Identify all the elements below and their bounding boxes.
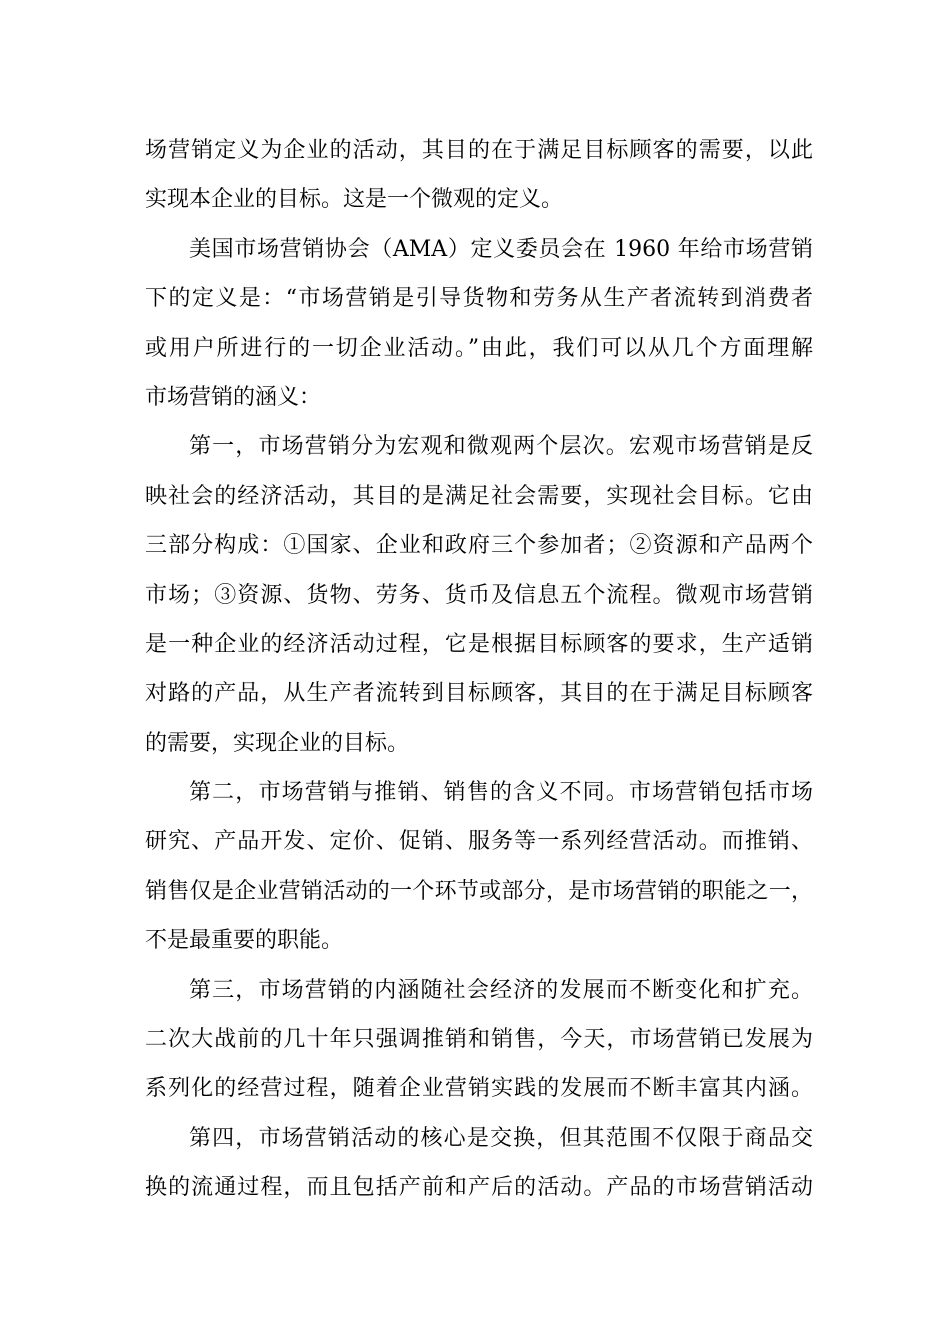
text-line: 对路的产品，从生产者流转到目标顾客，其目的在于满足目标顾客 <box>145 681 813 707</box>
text-line: 或用户所进行的一切企业活动。”由此，我们可以从几个方面理解 <box>145 335 813 361</box>
text-line: 实现本企业的目标。这是一个微观的定义。 <box>145 187 564 213</box>
text-line: 市场营销的涵义： <box>145 384 322 410</box>
text-line: 不是最重要的职能。 <box>145 928 344 954</box>
paragraph-first-line: 第三，市场营销的内涵随社会经济的发展而不断变化和扩充。 <box>189 977 813 1003</box>
text-line: 的需要，实现企业的目标。 <box>145 730 410 756</box>
text-line: 二次大战前的几十年只强调推销和销售，今天，市场营销已发展为 <box>145 1027 813 1053</box>
paragraph-first-line: 第一，市场营销分为宏观和微观两个层次。宏观市场营销是反 <box>189 434 813 460</box>
text-line: 下的定义是：“市场营销是引导货物和劳务从生产者流转到消费者 <box>145 286 813 312</box>
text-line: 系列化的经营过程，随着企业营销实践的发展而不断丰富其内涵。 <box>145 1076 813 1102</box>
text-line: 映社会的经济活动，其目的是满足社会需要，实现社会目标。它由 <box>145 483 813 509</box>
paragraph-first-line: 第四，市场营销活动的核心是交换，但其范围不仅限于商品交 <box>189 1125 813 1151</box>
paragraph-first-line: 美国市场营销协会（AMA）定义委员会在 1960 年给市场营销 <box>189 236 813 262</box>
text-line: 三部分构成：①国家、企业和政府三个参加者；②资源和产品两个 <box>145 533 813 559</box>
paragraph-first-line: 第二，市场营销与推销、销售的含义不同。市场营销包括市场 <box>189 780 813 806</box>
text-line: 研究、产品开发、定价、促销、服务等一系列经营活动。而推销、 <box>145 829 813 855</box>
text-line: 市场；③资源、货物、劳务、货币及信息五个流程。微观市场营销 <box>145 582 813 608</box>
text-line: 换的流通过程，而且包括产前和产后的活动。产品的市场营销活动 <box>145 1175 813 1201</box>
document-body <box>145 126 813 1213</box>
text-line: 销售仅是企业营销活动的一个环节或部分，是市场营销的职能之一， <box>145 878 813 904</box>
text-line: 是一种企业的经济活动过程，它是根据目标顾客的要求，生产适销 <box>145 631 813 657</box>
text-line: 场营销定义为企业的活动，其目的在于满足目标顾客的需要，以此 <box>145 138 813 163</box>
